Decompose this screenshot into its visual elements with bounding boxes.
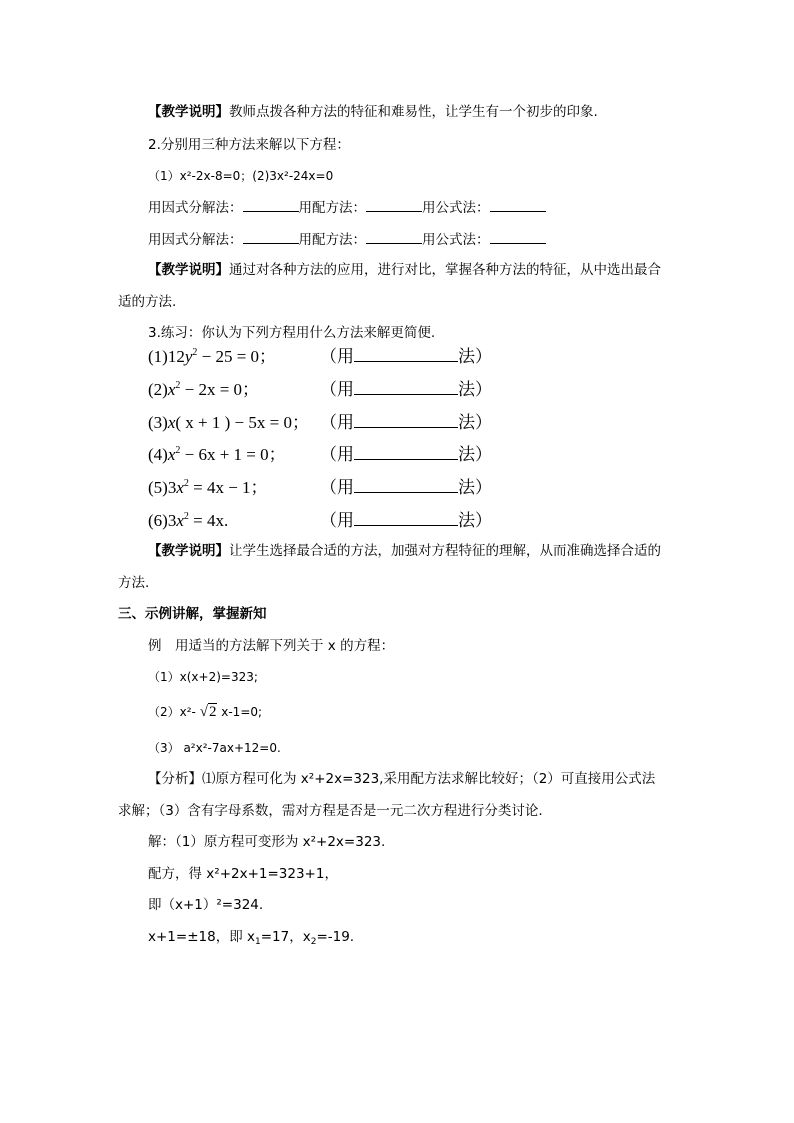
use-open: （用 [320,347,354,366]
practice-equation: $(6)3x^2 = 4x$. [148,511,229,530]
method-blank[interactable] [354,379,458,395]
method-blank[interactable] [354,444,458,460]
note-text: 通过对各种方法的应用，进行对比，掌握各种方法的特征，从中选出最合 [229,262,661,278]
solution-line-4 [148,928,354,948]
sqrt-symbol: √2 [199,704,217,720]
use-open: （用 [320,413,354,432]
note-text: 让学生选择最合适的方法，加强对方程特征的理解，从而准确选择合适的 [229,543,661,559]
practice-equation: $(2)x^2 - 2x = 0$； [148,380,260,399]
analysis-text: ⑴原方程可化为 x²+2x=323,采用配方法求解比较好；（2）可直接用公式法 [202,771,656,787]
subscript: 1 [254,937,261,947]
note-tag: 【教学说明】 [148,104,229,120]
question-3-title: 3.练习：你认为下列方程用什么方法来解更简便. [148,325,436,341]
method-blank[interactable] [354,412,458,428]
use-close: 法） [458,445,492,464]
method-blank[interactable] [354,510,458,526]
practice-item [148,444,492,467]
example-part-2 [148,703,262,721]
blank-square[interactable] [366,198,422,212]
use-open: （用 [320,380,354,399]
answer-row-2 [148,230,546,249]
use-close: 法） [458,413,492,432]
teaching-note-3-cont: 方法. [118,575,150,591]
note-tag: 【教学说明】 [148,543,229,559]
practice-item [148,412,492,432]
teaching-note-3 [148,542,661,560]
question-2-title: 2.分别用三种方法来解以下方程： [148,137,350,153]
solution-line-1: 解：（1）原方程可变形为 x²+2x=323. [148,834,386,850]
formula-label: 用公式法： [422,232,490,248]
teaching-note-2 [148,261,661,279]
use-close: 法） [458,347,492,366]
practice-equation: $(5)3x^2 = 4x - 1$； [148,478,268,497]
solution-line-3: 即（x+1）²=324. [148,897,264,913]
practice-equation: (3)x( x + 1 ) − 5x = 0； [148,413,309,432]
factor-label: 用因式分解法： [148,200,243,216]
note-tag: 【教学说明】 [148,262,229,278]
use-open: （用 [320,445,354,464]
blank-factor[interactable] [243,198,299,212]
blank-factor[interactable] [243,230,299,244]
use-close: 法） [458,511,492,530]
formula-label: 用公式法： [422,200,490,216]
example-part-1: （1）x(x+2)=323; [148,670,258,684]
blank-formula[interactable] [490,230,546,244]
use-close: 法） [458,478,492,497]
solution-text: =-19. [316,929,355,945]
practice-equation: $(4)x^2 - 6x + 1 = 0$； [148,445,286,464]
practice-item [148,510,492,533]
method-blank[interactable] [354,477,458,493]
complete-square-label: 用配方法： [298,232,366,248]
section-3-title: 三、示例讲解，掌握新知 [118,606,267,622]
blank-formula[interactable] [490,198,546,212]
practice-equation: $(1)12y^2 - 25 = 0$； [148,347,277,366]
solution-text: x+1=±18，即 x [148,929,255,945]
solution-text: =17，x [260,929,311,945]
practice-item [148,477,492,500]
example-part-2-text: x-1=0; [217,705,263,719]
teaching-note-2-cont: 适的方法. [118,294,177,310]
subscript: 2 [310,937,317,947]
practice-item [148,379,492,402]
analysis-tag: 【分析】 [148,771,202,787]
practice-item [148,346,492,369]
complete-square-label: 用配方法： [298,200,366,216]
method-blank[interactable] [354,346,458,362]
question-2-equations: （1）x²-2x-8=0；(2)3x²-24x=0 [148,169,334,183]
analysis [148,770,655,788]
sqrt-radicand: 2 [208,704,217,720]
use-close: 法） [458,380,492,399]
example-intro: 例 用适当的方法解下列关于 x 的方程： [148,638,395,654]
use-open: （用 [320,511,354,530]
factor-label: 用因式分解法： [148,232,243,248]
example-part-2-text: （2）x²- [148,705,200,719]
note-text: 教师点拨各种方法的特征和难易性，让学生有一个初步的印象. [229,104,598,120]
answer-row-1 [148,198,546,217]
analysis-cont: 求解；（3）含有字母系数，需对方程是否是一元二次方程进行分类讨论. [118,803,543,819]
teaching-note-1 [148,103,598,121]
blank-square[interactable] [366,230,422,244]
solution-line-2: 配方，得 x²+2x+1=323+1， [148,866,338,882]
example-part-3: （3） a²x²-7ax+12=0. [148,741,281,755]
use-open: （用 [320,478,354,497]
